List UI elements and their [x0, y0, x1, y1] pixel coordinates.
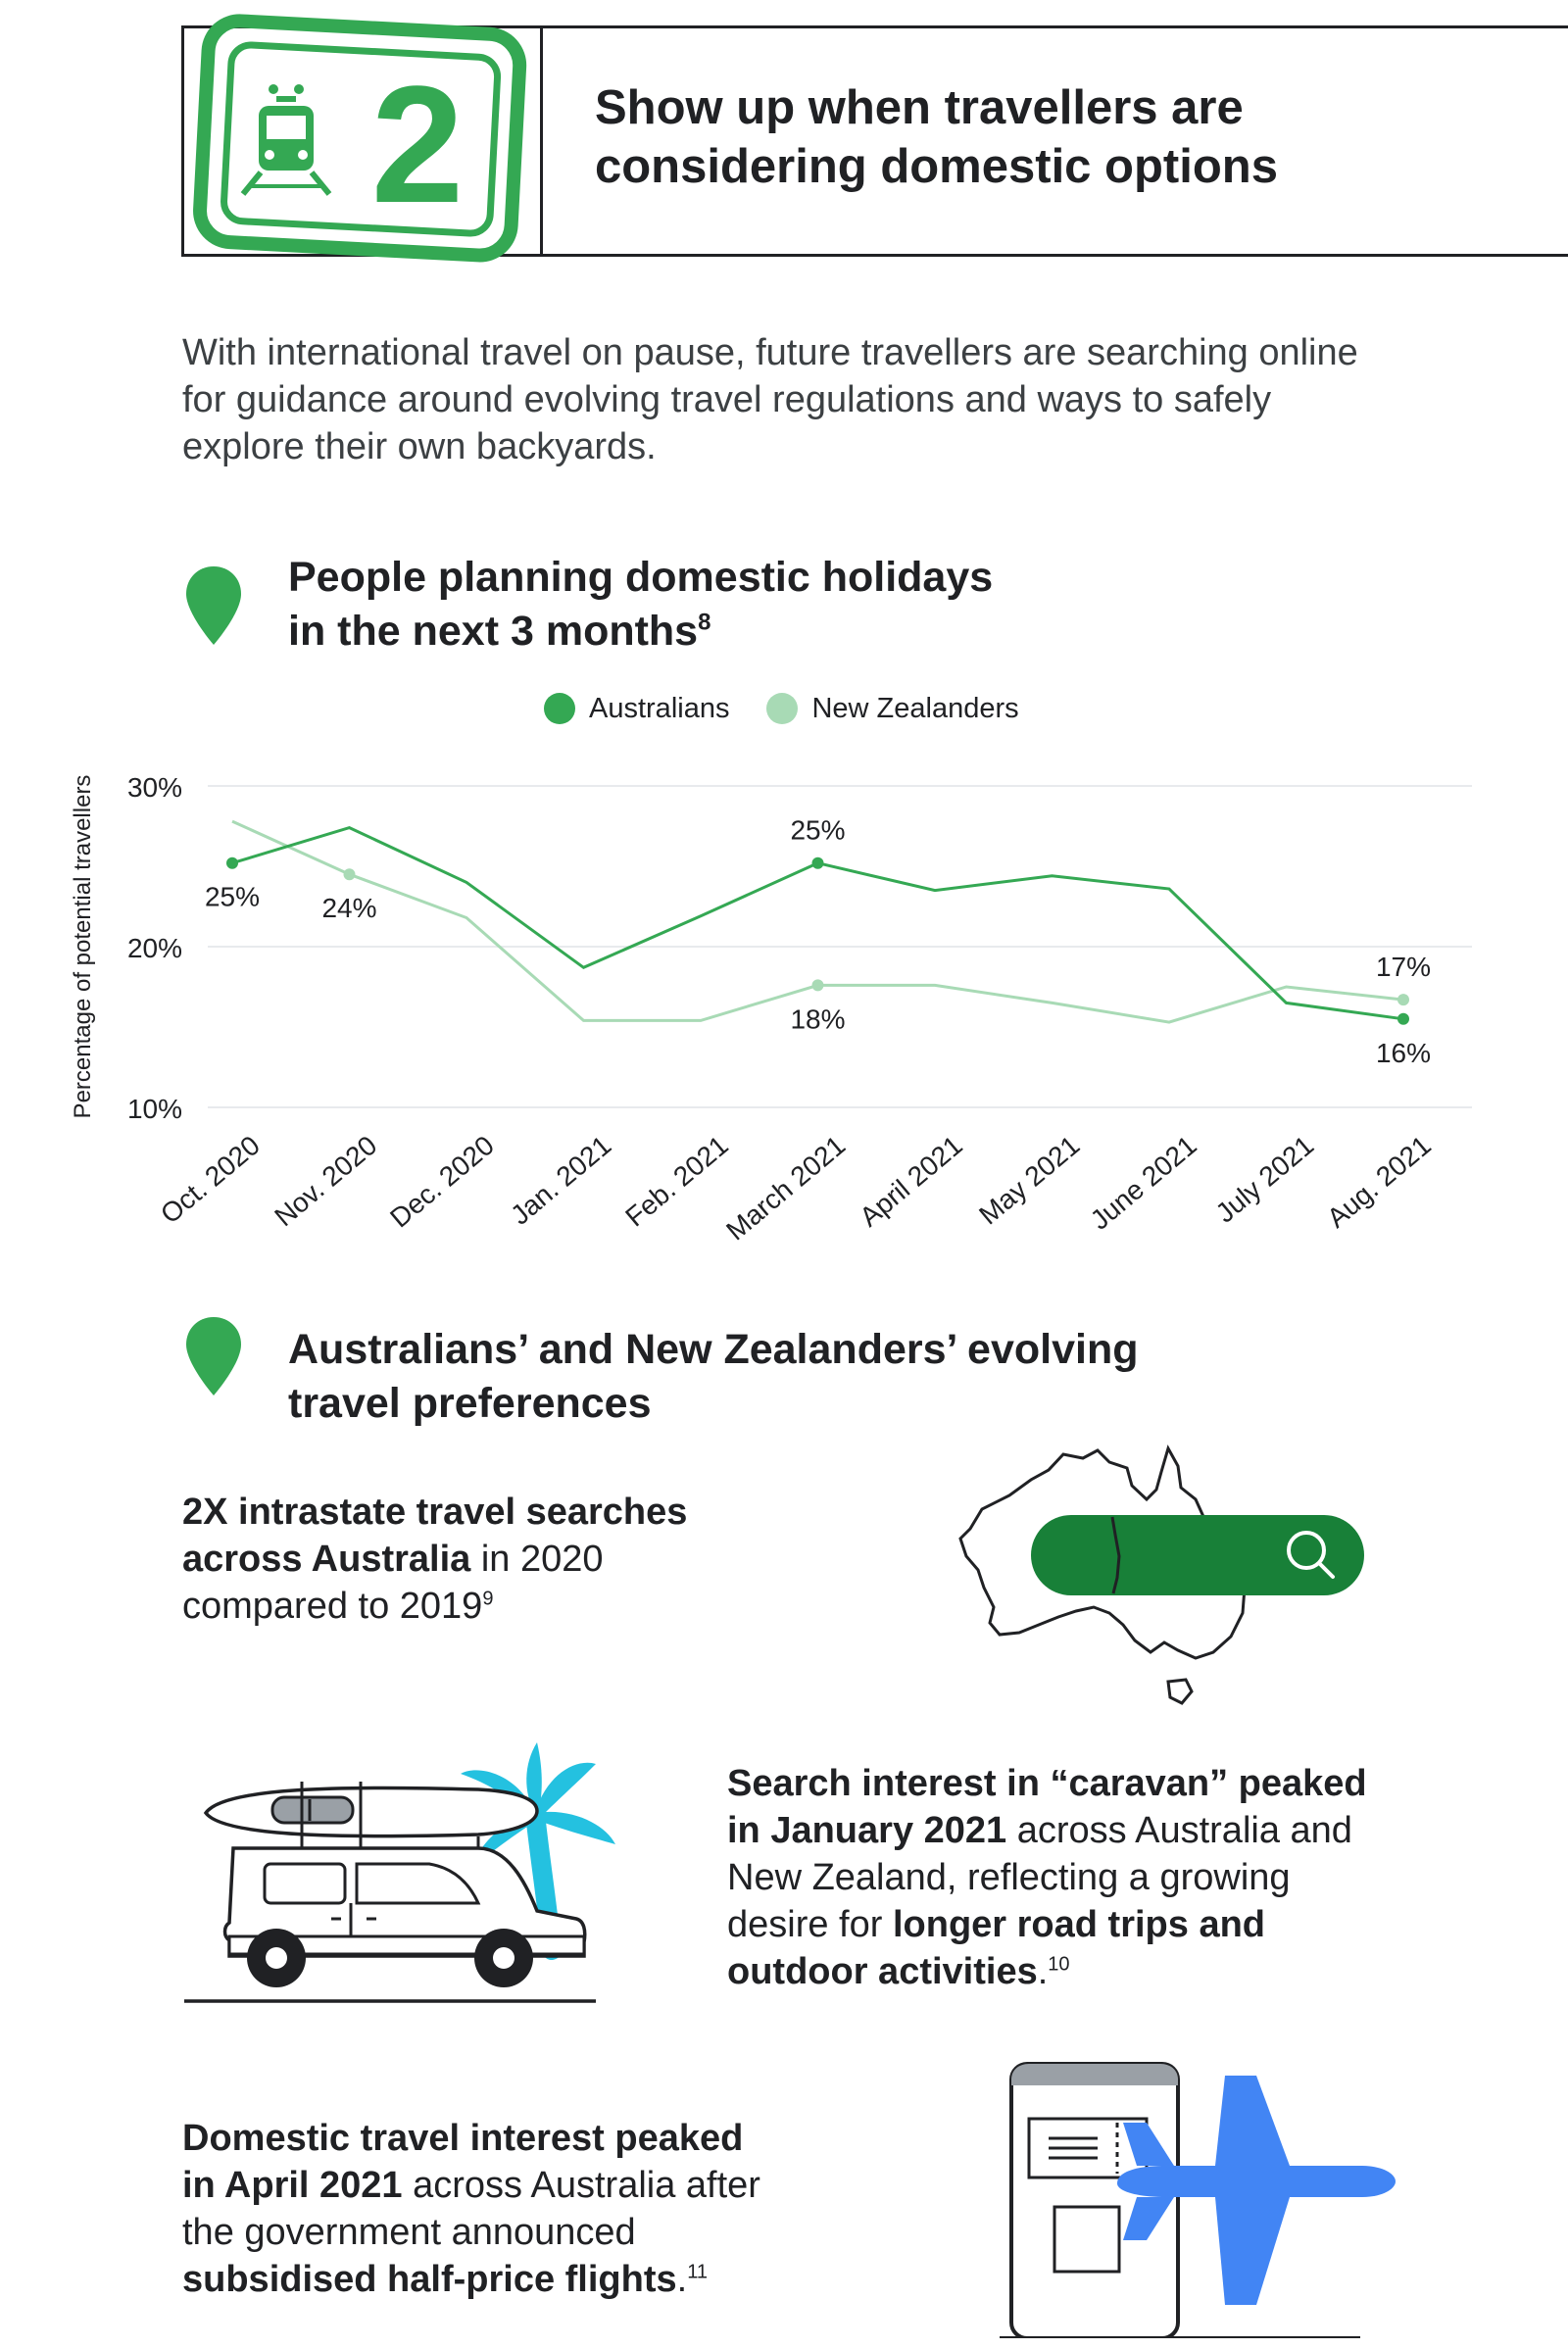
- fact2-text1: across Australia and: [1006, 1810, 1352, 1851]
- fact2-line1: [727, 1760, 1531, 1807]
- x-tick-label: May 2021: [973, 1129, 1086, 1231]
- fact-flights: [182, 2115, 907, 2303]
- data-label: 18%: [790, 1003, 846, 1035]
- x-tick-label: Feb. 2021: [619, 1129, 734, 1233]
- y-tick-label: 10%: [126, 1094, 182, 1124]
- fact3-line2: [182, 2162, 907, 2209]
- train-badge-icon: [174, 8, 547, 272]
- data-point: [226, 857, 238, 869]
- fact1-line3: [182, 1583, 809, 1630]
- chart-title: [288, 551, 1366, 659]
- fact1-bold1: 2X intrastate travel searches: [182, 1492, 688, 1533]
- data-point: [812, 857, 824, 869]
- fact1-footnote: 9: [482, 1588, 494, 1610]
- australia-map-icon: [862, 1441, 1372, 1705]
- data-label: 25%: [204, 881, 261, 912]
- data-point: [812, 979, 824, 991]
- fact3-bold3: subsidised half-price flights: [182, 2259, 677, 2300]
- fact3-bold1: Domestic travel interest peaked: [182, 2118, 744, 2159]
- fact2-bold3: longer road trips and: [892, 1904, 1266, 1945]
- series-line-new-zealanders: [232, 821, 1403, 1022]
- fact-intrastate: [182, 1489, 809, 1630]
- badge-number: 2: [370, 52, 465, 238]
- fact2-line3: New Zealand, reflecting a growing: [727, 1857, 1291, 1898]
- fact-caravan: [727, 1760, 1531, 1995]
- location-pin-icon: [184, 564, 243, 647]
- fact3-bold2: in April 2021: [182, 2165, 403, 2206]
- x-tick-label: Dec. 2020: [384, 1129, 500, 1234]
- x-tick-label: March 2021: [720, 1129, 852, 1247]
- fact2-text3: desire for: [727, 1904, 893, 1945]
- fact1-bold2: across Australia: [182, 1539, 471, 1580]
- x-tick-label: April 2021: [854, 1129, 968, 1233]
- chart-title-line-2-text: in the next 3 months: [288, 608, 699, 655]
- data-label: 25%: [790, 814, 846, 846]
- legend-label-australians: Australians: [589, 692, 730, 724]
- x-tick-label: Aug. 2021: [1321, 1129, 1437, 1234]
- legend-swatch-new-zealanders: [766, 693, 798, 724]
- fact2-bold4: outdoor activities: [727, 1951, 1038, 1992]
- title-line-2: considering domestic options: [595, 140, 1278, 193]
- fact3-footnote: 11: [687, 2261, 708, 2283]
- legend-swatch-australians: [544, 693, 575, 724]
- section-title-preferences: [288, 1323, 1464, 1431]
- y-axis-label: Percentage of potential travellers: [70, 774, 96, 1119]
- x-tick-label: Nov. 2020: [269, 1129, 383, 1233]
- fact2-line4: [727, 1901, 1531, 1948]
- fact2-bold2: in January 2021: [727, 1810, 1007, 1851]
- fact2-bold1: Search interest in “caravan” peaked: [727, 1763, 1367, 1804]
- data-label: 17%: [1375, 952, 1432, 983]
- phone-ticket-icon: [990, 2054, 1401, 2338]
- chart-title-line-2: [288, 605, 1366, 659]
- data-point: [1397, 1013, 1409, 1025]
- chart-title-line-1: People planning domestic holidays: [288, 554, 994, 601]
- intro-paragraph: With international travel on pause, future travellers are searching online for guidance around evolving travel regulations and ways to safely explore their own backyards.: [182, 332, 1358, 467]
- title-line-1: Show up when travellers are: [595, 81, 1244, 134]
- x-tick-label: Oct. 2020: [154, 1129, 266, 1230]
- y-tick-label: 20%: [126, 933, 182, 963]
- data-point: [344, 868, 356, 880]
- y-tick-label: 30%: [126, 772, 182, 803]
- fact2-text4: .: [1037, 1951, 1049, 1992]
- fact1-text2: compared to 2019: [182, 1586, 483, 1627]
- data-label: 24%: [321, 893, 377, 924]
- location-pin-icon: [184, 1315, 243, 1397]
- section-title-line-1: Australians’ and New Zealanders’ evolving: [288, 1326, 1139, 1373]
- fact1-line2: [182, 1536, 809, 1583]
- fact3-line1: [182, 2115, 907, 2162]
- fact3-line3: the government announced: [182, 2212, 636, 2253]
- fact1-text: in 2020: [470, 1539, 604, 1580]
- fact3-text3: .: [676, 2259, 688, 2300]
- fact3-text1: across Australia after: [402, 2165, 760, 2206]
- fact2-line2: [727, 1807, 1531, 1854]
- chart-legend: [544, 688, 1019, 729]
- line-chart: [0, 745, 1568, 1274]
- page-title: [595, 78, 1477, 196]
- fact2-line5: [727, 1948, 1531, 1995]
- data-point: [1397, 994, 1409, 1005]
- fact3-line4: [182, 2256, 907, 2303]
- chart-footnote: 8: [698, 609, 711, 636]
- section-title-line-2: travel preferences: [288, 1380, 652, 1427]
- fact2-footnote: 10: [1048, 1953, 1070, 1976]
- car-with-surfboard-icon: [184, 1735, 615, 2009]
- x-tick-label: July 2021: [1209, 1129, 1320, 1229]
- legend-label-new-zealanders: New Zealanders: [811, 692, 1019, 724]
- x-tick-label: Jan. 2021: [505, 1129, 617, 1231]
- legend-item-new-zealanders: [766, 693, 1018, 725]
- fact1-line1: [182, 1489, 809, 1536]
- x-tick-label: June 2021: [1084, 1129, 1202, 1236]
- legend-item-australians: [544, 693, 729, 725]
- data-label: 16%: [1375, 1037, 1432, 1068]
